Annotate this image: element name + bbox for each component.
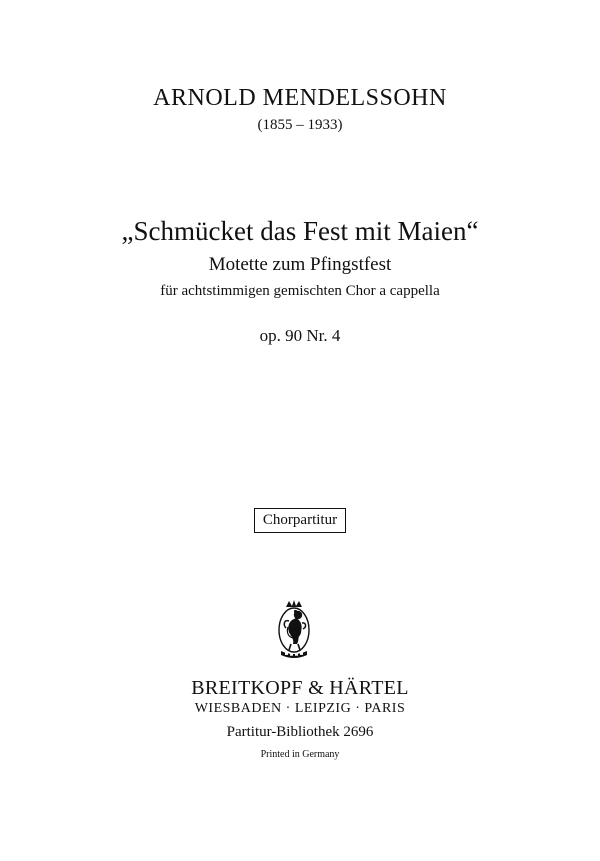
publisher-cities: WIESBADEN · LEIPZIG · PARIS <box>194 701 406 716</box>
printed-note: Printed in Germany <box>260 749 340 760</box>
work-scoring: für achtstimmigen gemischten Chor a cappella <box>160 283 440 299</box>
composer-name: ARNOLD MENDELSSOHN <box>153 85 447 111</box>
edition-label: Chorpartitur <box>254 508 346 533</box>
publisher-name: BREITKOPF & HÄRTEL <box>191 677 409 699</box>
bear-emblem-icon <box>272 597 316 661</box>
work-subtitle: Motette zum Pfingstfest <box>208 254 392 275</box>
composer-dates: (1855 – 1933) <box>257 117 343 133</box>
opus-number: op. 90 Nr. 4 <box>259 326 341 345</box>
work-title: „Schmücket das Fest mit Maien“ <box>121 216 479 246</box>
edition-label-box <box>0 508 600 533</box>
series-number: Partitur-Bibliothek 2696 <box>226 724 374 740</box>
